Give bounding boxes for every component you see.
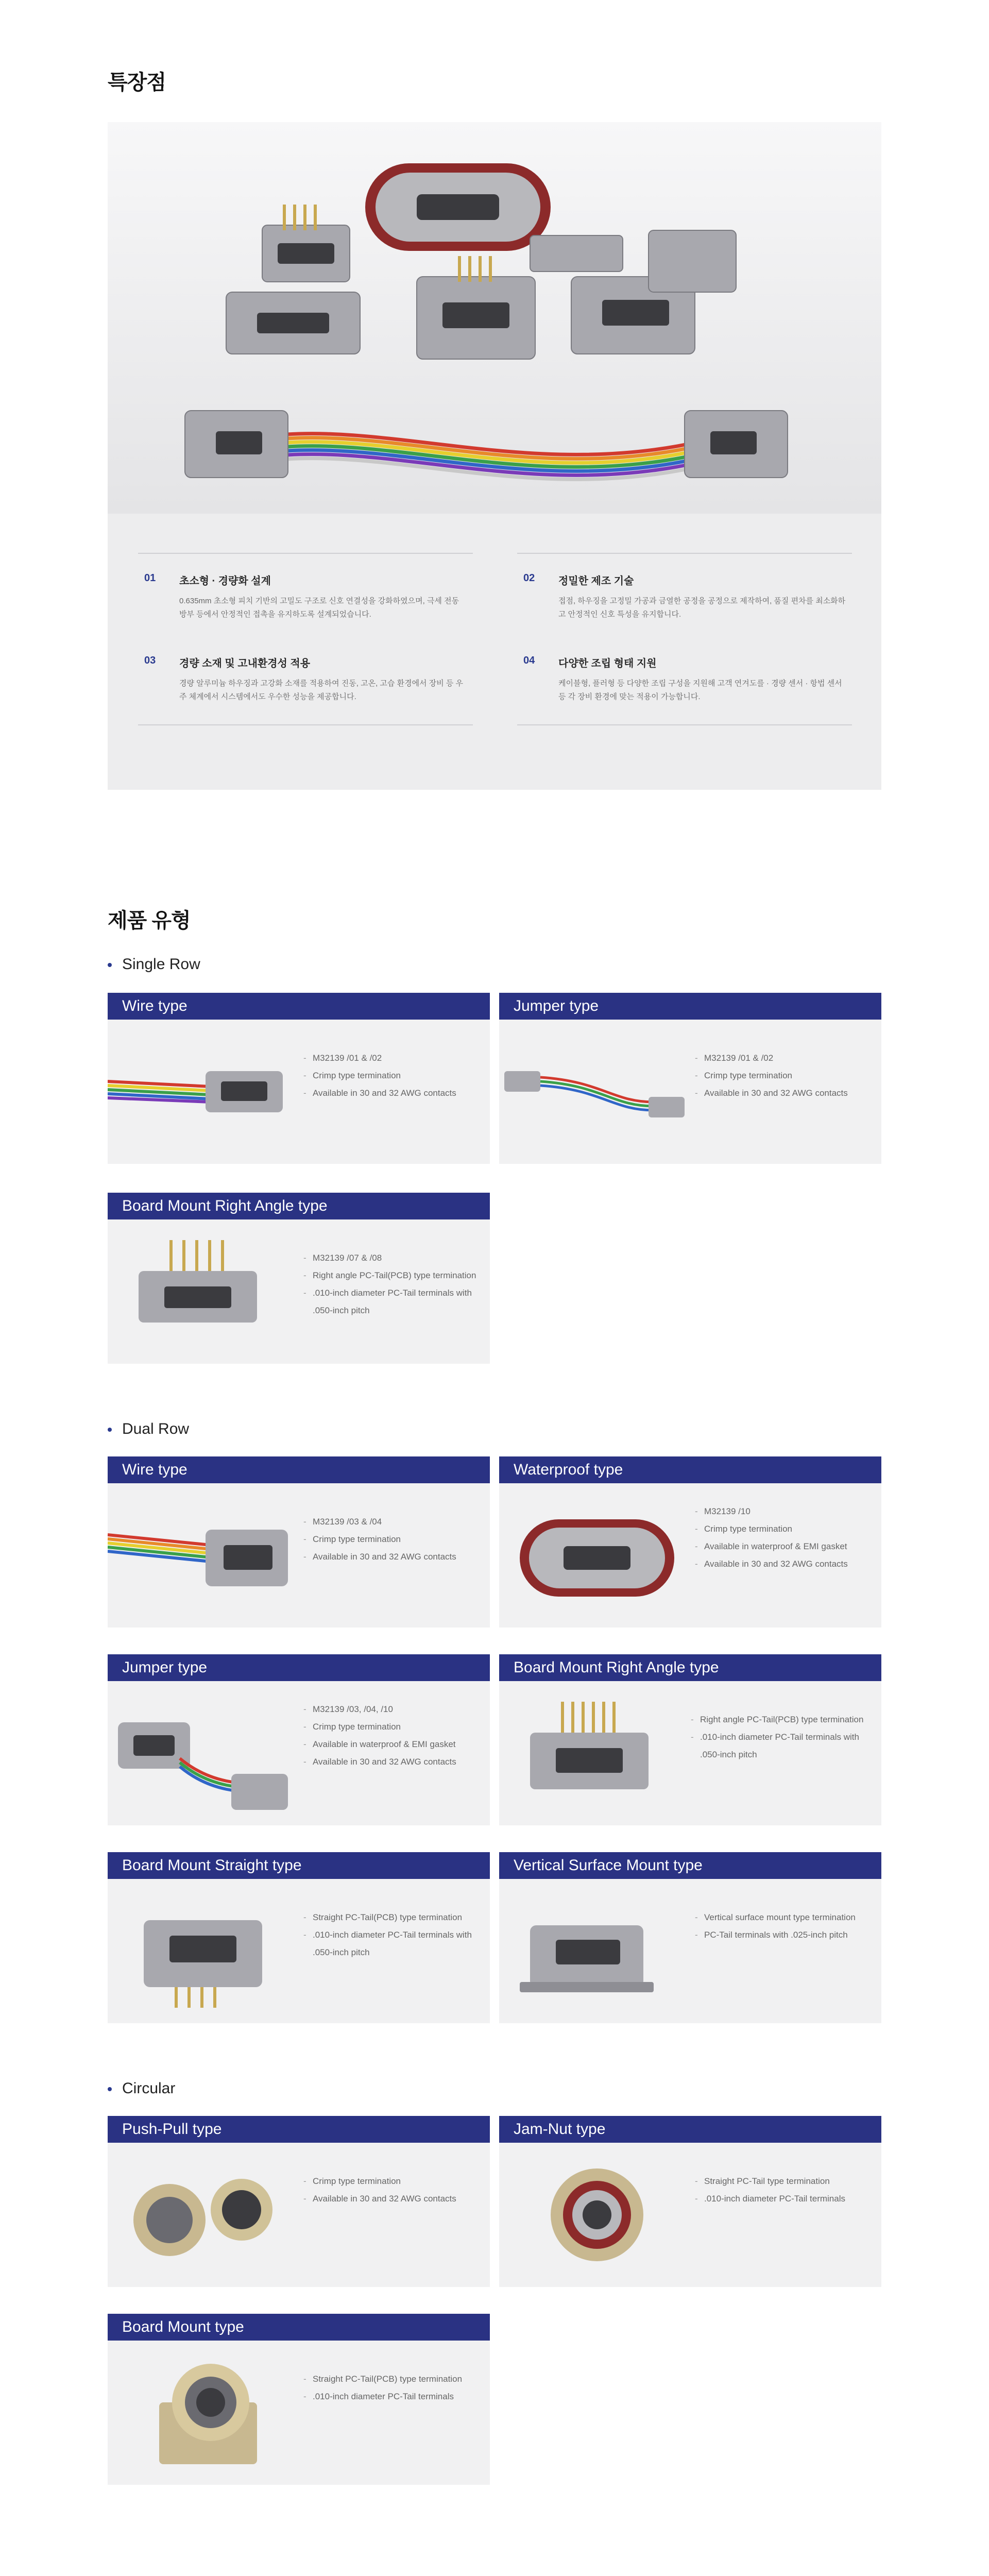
dual-row-heading: Dual Row xyxy=(108,1420,189,1438)
spec-item: - Crimp type termination xyxy=(303,1531,479,1548)
feature-title: 초소형 · 경량화 설계 xyxy=(179,575,271,587)
features-title: 특장점 xyxy=(108,71,166,94)
connector-image xyxy=(108,1681,303,1825)
card-dual-wire[interactable] xyxy=(108,1456,490,1628)
spec-item: - M32139 /01 & /02 xyxy=(695,1049,870,1067)
connector-image xyxy=(499,1681,695,1825)
feature-item xyxy=(517,655,852,725)
spec-item: - Straight PC-Tail type termination xyxy=(695,2173,870,2190)
spec-item: - .010-inch diameter PC-Tail terminals with .050-inch pitch xyxy=(303,1926,479,1961)
feature-desc: 케이블형, 플러형 등 다양한 조립 구성을 지원해 고객 연겨도를 · 경량 센서 · 항법 센서 등 각 장비 환경에 맞는 적용이 가능합니다. xyxy=(558,679,842,701)
spec-list xyxy=(695,2173,870,2208)
spec-item: - Available in waterproof & EMI gasket xyxy=(303,1736,479,1753)
spec-list xyxy=(691,1711,876,1764)
spec-item: - Straight PC-Tail(PCB) type termination xyxy=(303,1909,479,1926)
card-circular-jam-nut[interactable] xyxy=(499,2116,881,2287)
card-title: Vertical Surface Mount type xyxy=(499,1852,881,1879)
card-single-jumper[interactable] xyxy=(499,993,881,1164)
connector-image xyxy=(108,2143,303,2287)
connector-image xyxy=(499,1020,695,1164)
card-title: Board Mount Straight type xyxy=(108,1852,490,1879)
spec-list xyxy=(303,1701,479,1771)
feature-item xyxy=(517,553,852,621)
card-dual-jumper[interactable] xyxy=(108,1654,490,1825)
spec-item: - Available in 30 and 32 AWG contacts xyxy=(695,1555,870,1573)
features-section xyxy=(108,66,881,790)
product-types-section xyxy=(108,904,881,2553)
feature-desc: 접점, 하우징을 고정밀 가공과 금열한 공정을 공정으로 제작하여, 품질 편차를 최소화하고 안정적인 신호 특성을 유지합니다. xyxy=(558,597,846,619)
single-row-heading: Single Row xyxy=(108,956,200,973)
card-title: Jumper type xyxy=(108,1654,490,1681)
connector-image xyxy=(108,1219,303,1364)
spec-list xyxy=(695,1909,870,1944)
spec-item: - M32139 /01 & /02 xyxy=(303,1049,479,1067)
spec-list xyxy=(303,2173,479,2208)
feature-item xyxy=(138,553,473,621)
spec-item: - M32139 /03 & /04 xyxy=(303,1513,479,1531)
spec-item: - Available in waterproof & EMI gasket xyxy=(695,1538,870,1555)
card-title: Jumper type xyxy=(499,993,881,1020)
connector-image xyxy=(108,1879,303,2023)
spec-item: - .010-inch diameter PC-Tail terminals with .050-inch pitch xyxy=(303,1284,479,1319)
card-dual-board-straight[interactable] xyxy=(108,1852,490,2023)
spec-item: - Available in 30 and 32 AWG contacts xyxy=(695,1084,870,1102)
connectors-hero-image xyxy=(108,122,881,514)
feature-desc: 경량 알루미늄 하우징과 고강화 소재를 적용하여 진동, 고온, 고습 환경에서 장비 등 우주 체계에서 시스템에서도 우수한 성능을 제공합니다. xyxy=(179,679,464,701)
spec-item: - Straight PC-Tail(PCB) type termination xyxy=(303,2370,479,2388)
card-circular-board-mount[interactable] xyxy=(108,2314,490,2485)
card-dual-waterproof[interactable] xyxy=(499,1456,881,1628)
connector-image xyxy=(499,1879,695,2023)
spec-item: - Right angle PC-Tail(PCB) type termination xyxy=(691,1711,876,1728)
feature-title: 정밀한 제조 기술 xyxy=(558,575,634,587)
spec-item: - M32139 /03, /04, /10 xyxy=(303,1701,479,1718)
spec-item: - Available in 30 and 32 AWG contacts xyxy=(303,1753,479,1771)
connector-image xyxy=(108,1020,303,1164)
spec-list xyxy=(303,1049,479,1102)
card-circular-push-pull[interactable] xyxy=(108,2116,490,2287)
card-title: Push-Pull type xyxy=(108,2116,490,2143)
product-types-title: 제품 유형 xyxy=(108,909,191,932)
connector-image xyxy=(499,1483,695,1628)
spec-list xyxy=(303,1513,479,1566)
spec-item: - Available in 30 and 32 AWG contacts xyxy=(303,1548,479,1566)
card-single-board-right-angle[interactable] xyxy=(108,1193,490,1364)
spec-list xyxy=(303,2370,479,2405)
spec-item: - Right angle PC-Tail(PCB) type termination xyxy=(303,1267,479,1284)
spec-item: - Crimp type termination xyxy=(303,1718,479,1736)
feature-item xyxy=(138,655,473,725)
card-title: Board Mount Right Angle type xyxy=(108,1193,490,1219)
spec-item: - .010-inch diameter PC-Tail terminals xyxy=(303,2388,479,2405)
circular-heading: Circular xyxy=(108,2080,175,2097)
card-title: Board Mount Right Angle type xyxy=(499,1654,881,1681)
spec-item: - Crimp type termination xyxy=(303,2173,479,2190)
spec-item: - .010-inch diameter PC-Tail terminals xyxy=(695,2190,870,2208)
feature-number: 01 xyxy=(144,572,156,584)
card-title: Wire type xyxy=(108,1456,490,1483)
spec-item: - Crimp type termination xyxy=(695,1067,870,1084)
spec-item: - M32139 /07 & /08 xyxy=(303,1249,479,1267)
spec-item: - Vertical surface mount type termination xyxy=(695,1909,870,1926)
spec-list xyxy=(695,1503,870,1573)
card-title: Board Mount type xyxy=(108,2314,490,2341)
feature-desc: 0.635mm 초소형 피치 기반의 고밀도 구조로 신호 연결성을 강화하였으며, 극세 전동 방부 등에서 안정적인 접촉을 유지하도록 설계되었습니다. xyxy=(179,597,459,619)
card-single-wire[interactable] xyxy=(108,993,490,1164)
spec-item: - Crimp type termination xyxy=(303,1067,479,1084)
spec-item: - Available in 30 and 32 AWG contacts xyxy=(303,1084,479,1102)
feature-number: 03 xyxy=(144,655,156,666)
connector-image xyxy=(499,2143,695,2287)
spec-list xyxy=(303,1249,479,1319)
feature-title: 경량 소재 및 고내환경성 적용 xyxy=(179,658,311,669)
connector-image xyxy=(108,2341,303,2485)
spec-item: - Available in 30 and 32 AWG contacts xyxy=(303,2190,479,2208)
spec-item: - .010-inch diameter PC-Tail terminals with .050-inch pitch xyxy=(691,1728,876,1764)
card-title: Jam-Nut type xyxy=(499,2116,881,2143)
feature-title: 다양한 조립 형태 지원 xyxy=(558,658,657,669)
feature-number: 04 xyxy=(523,655,535,666)
card-dual-vertical-surface[interactable] xyxy=(499,1852,881,2023)
card-title: Waterproof type xyxy=(499,1456,881,1483)
connector-image xyxy=(108,1483,303,1628)
spec-list xyxy=(303,1909,479,1961)
spec-item: - PC-Tail terminals with .025-inch pitch xyxy=(695,1926,870,1944)
spec-list xyxy=(695,1049,870,1102)
spec-item: - Crimp type termination xyxy=(695,1520,870,1538)
card-title: Wire type xyxy=(108,993,490,1020)
features-panel xyxy=(108,122,881,790)
feature-number: 02 xyxy=(523,572,535,584)
card-dual-board-right-angle[interactable] xyxy=(499,1654,881,1825)
spec-item: - M32139 /10 xyxy=(695,1503,870,1520)
